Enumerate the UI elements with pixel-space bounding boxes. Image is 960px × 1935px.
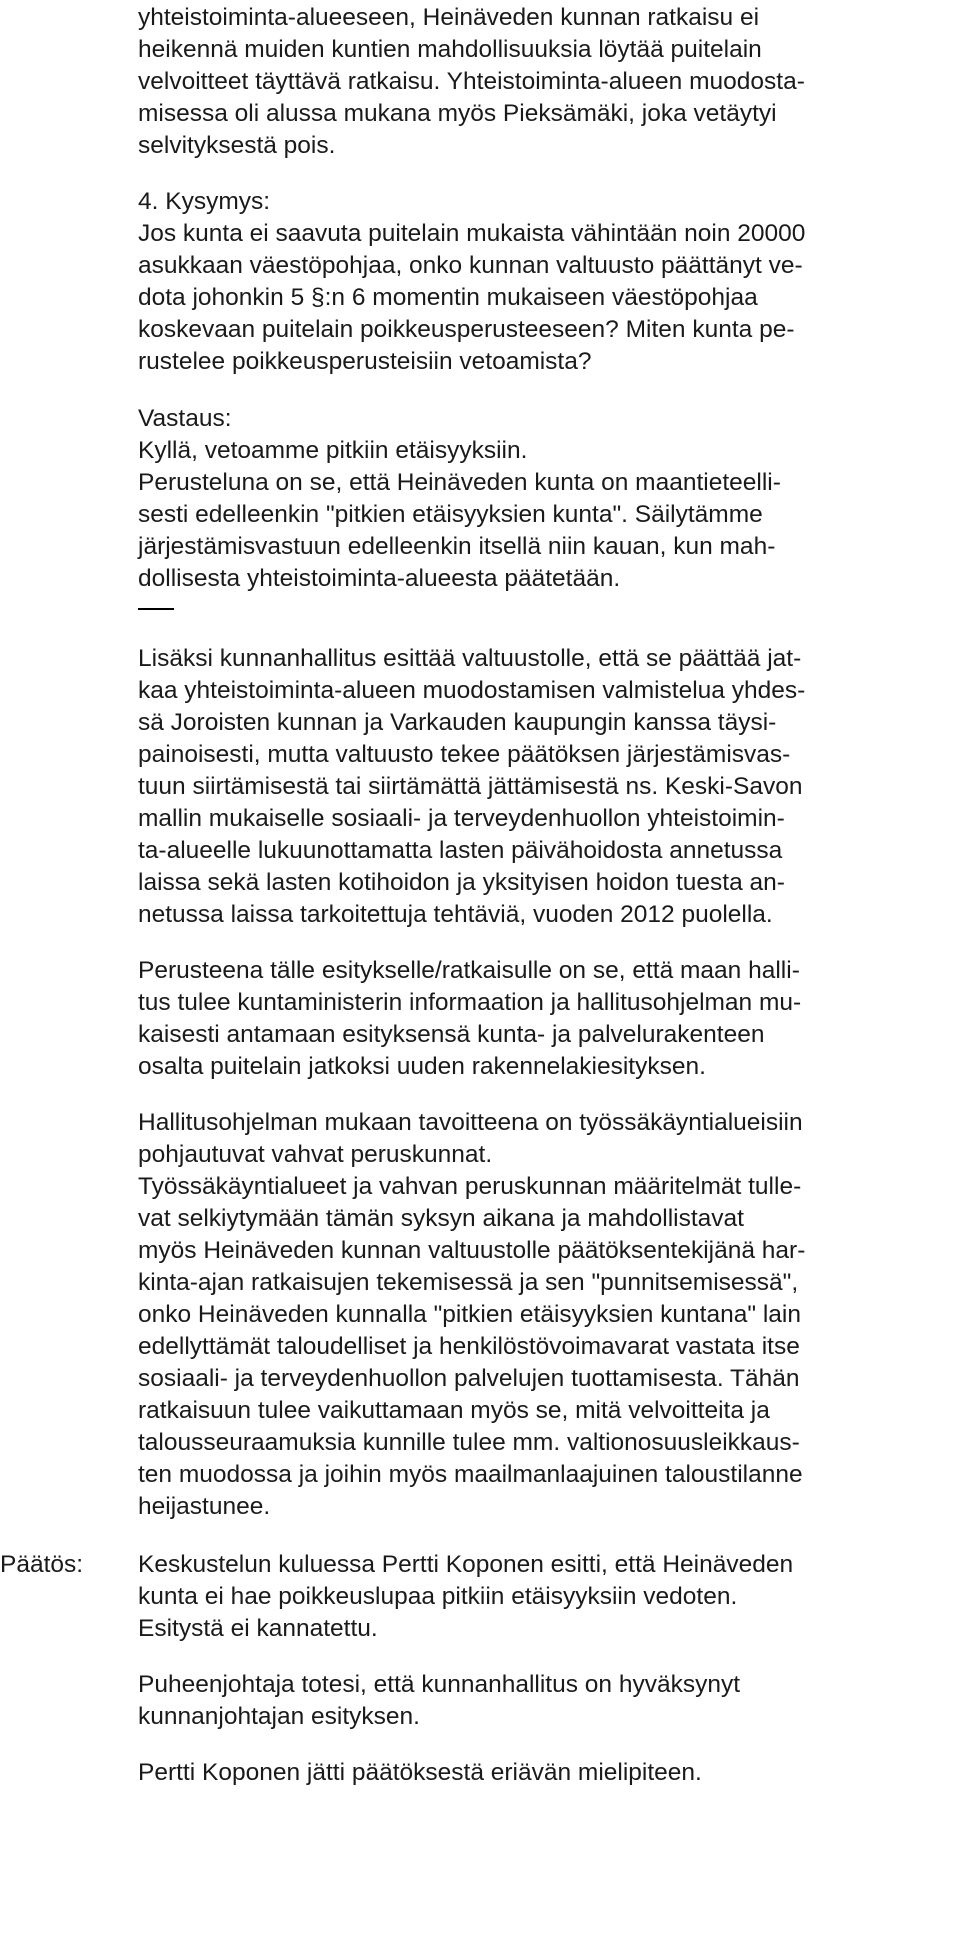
text-line: onko Heinäveden kunnalla "pitkien etäisyyksien kuntana" lain xyxy=(138,1301,801,1328)
text-line: Kyllä, vetoamme pitkiin etäisyyksiin. xyxy=(138,437,528,464)
decision-label: Päätös: xyxy=(0,1551,84,1578)
text-line: misessa oli alussa mukana myös Pieksämäki, joka vetäytyi xyxy=(138,100,777,127)
text-line: velvoitteet täyttävä ratkaisu. Yhteistoiminta-alueen muodosta- xyxy=(138,68,805,95)
text-line: Hallitusohjelman mukaan tavoitteena on työssäkäyntialueisiin xyxy=(138,1109,803,1136)
text-line: heijastunee. xyxy=(138,1493,271,1520)
text-line: painoisesti, mutta valtuusto tekee päätöksen järjestämisvas- xyxy=(138,741,791,768)
text-line: kinta-ajan ratkaisujen tekemisessä ja sen "punnitsemisessä", xyxy=(138,1269,799,1296)
text-line: tus tulee kuntaministerin informaation ja hallitusohjelman mu- xyxy=(138,989,802,1016)
question-heading: 4. Kysymys: xyxy=(138,188,271,215)
text-line: sesti edelleenkin "pitkien etäisyyksien kunta". Säilytämme xyxy=(138,501,763,528)
text-line: kunnanjohtajan esityksen. xyxy=(138,1703,420,1730)
text-line: laissa sekä lasten kotihoidon ja yksityisen hoidon tuesta an- xyxy=(138,869,785,896)
text-line: ta-alueelle lukuunottamatta lasten päivähoidosta annetussa xyxy=(138,837,783,864)
text-line: netussa laissa tarkoitettuja tehtäviä, vuoden 2012 puolella. xyxy=(138,901,773,928)
answer-heading: Vastaus: xyxy=(138,405,232,432)
text-line: heikennä muiden kuntien mahdollisuuksia löytää puitelain xyxy=(138,36,762,63)
text-line: myös Heinäveden kunnan valtuustolle päätöksentekijänä har- xyxy=(138,1237,806,1264)
text-line: vat selkiytymään tämän syksyn aikana ja mahdollistavat xyxy=(138,1205,744,1232)
text-line: yhteistoiminta-alueeseen, Heinäveden kunnan ratkaisu ei xyxy=(138,4,760,31)
text-line: kaisesti antamaan esityksensä kunta- ja palvelurakenteen xyxy=(138,1021,765,1048)
text-line: Lisäksi kunnanhallitus esittää valtuustolle, että se päättää jat- xyxy=(138,645,802,672)
text-line: Työssäkäyntialueet ja vahvan peruskunnan määritelmät tulle- xyxy=(138,1173,802,1200)
text-line: osalta puitelain jatkoksi uuden rakennelakiesityksen. xyxy=(138,1053,706,1080)
text-line: dollisesta yhteistoiminta-alueesta päätetään. xyxy=(138,565,621,592)
text-line: edellyttämät taloudelliset ja henkilöstövoimavarat vastata itse xyxy=(138,1333,800,1360)
text-line: dota johonkin 5 §:n 6 momentin mukaiseen väestöpohjaa xyxy=(138,284,758,311)
text-line: rustelee poikkeusperusteisiin vetoamista? xyxy=(138,348,592,375)
text-line: tuun siirtämisestä tai siirtämättä jättämisestä ns. Keski-Savon xyxy=(138,773,803,800)
text-line: asukkaan väestöpohjaa, onko kunnan valtuusto päättänyt ve- xyxy=(138,252,803,279)
text-line: Perusteluna on se, että Heinäveden kunta on maantieteelli- xyxy=(138,469,781,496)
text-line: kaa yhteistoiminta-alueen muodostamisen valmistelua yhdes- xyxy=(138,677,806,704)
text-line: Keskustelun kuluessa Pertti Koponen esitti, että Heinäveden xyxy=(138,1551,794,1578)
text-line: talousseuraamuksia kunnille tulee mm. valtionosuusleikkaus- xyxy=(138,1429,800,1456)
text-line: sosiaali- ja terveydenhuollon palvelujen tuottamisesta. Tähän xyxy=(138,1365,800,1392)
text-line: järjestämisvastuun edelleenkin itsellä niin kauan, kun mah- xyxy=(138,533,776,560)
text-line: sä Joroisten kunnan ja Varkauden kaupungin kanssa täysi- xyxy=(138,709,777,736)
text-line: Perusteena tälle esitykselle/ratkaisulle on se, että maan halli- xyxy=(138,957,800,984)
text-line: ratkaisuun tulee vaikuttamaan myös se, mitä velvoitteita ja xyxy=(138,1397,770,1424)
text-line: kunta ei hae poikkeuslupaa pitkiin etäisyyksiin vedoten. xyxy=(138,1583,738,1610)
text-line: ten muodossa ja joihin myös maailmanlaajuinen taloustilanne xyxy=(138,1461,803,1488)
text-line: pohjautuvat vahvat peruskunnat. xyxy=(138,1141,493,1168)
text-line: selvityksestä pois. xyxy=(138,132,336,159)
text-line: Esitystä ei kannatettu. xyxy=(138,1615,378,1642)
text-line: Jos kunta ei saavuta puitelain mukaista vähintään noin 20000 xyxy=(138,220,806,247)
text-line: Pertti Koponen jätti päätöksestä eriävän mielipiteen. xyxy=(138,1759,702,1786)
text-line: koskevaan puitelain poikkeusperusteeseen? Miten kunta pe- xyxy=(138,316,795,343)
separator-rule xyxy=(138,608,174,610)
text-line: Puheenjohtaja totesi, että kunnanhallitus on hyväksynyt xyxy=(138,1671,741,1698)
text-line: mallin mukaiselle sosiaali- ja terveydenhuollon yhteistoimin- xyxy=(138,805,785,832)
